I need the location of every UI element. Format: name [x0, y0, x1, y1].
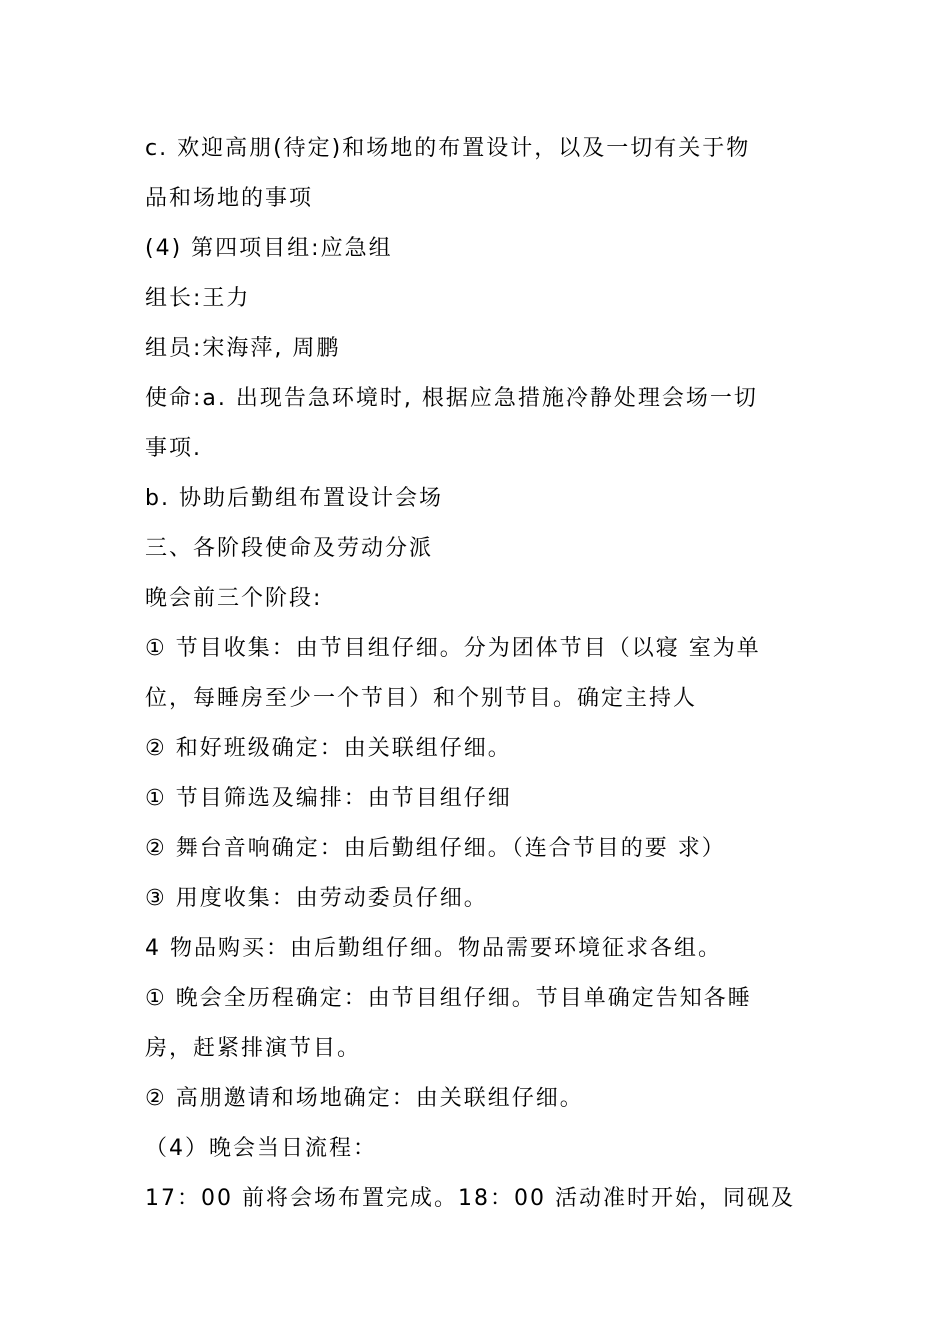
text-line: 晚会前三个阶段: [145, 586, 323, 611]
text-line: 使命:a. 出现告急环境时, 根据应急措施冷静处理会场一切 [145, 386, 758, 411]
list-item: ① 节目收集：由节目组仔细。分为团体节目（以寝 室为单 [145, 636, 761, 661]
text-line: 房，赶紧排演节目。 [145, 1036, 362, 1061]
document-body [145, 124, 825, 1224]
text-line: c. 欢迎高朋(待定)和场地的布置设计，以及一切有关于物 [145, 136, 751, 161]
list-item: ① 晚会全历程确定：由节目组仔细。节目单确定告知各睡 [145, 986, 752, 1011]
list-item: ① 节目筛选及编排：由节目组仔细 [145, 786, 512, 811]
text-line: 组员:宋海萍, 周鹏 [145, 336, 341, 361]
text-line: b. 协助后勤组布置设计会场 [145, 486, 443, 511]
list-item: 4 物品购买：由后勤组仔细。物品需要环境征求各组。 [145, 936, 722, 961]
list-item: ② 和好班级确定：由关联组仔细。 [145, 736, 512, 761]
section-heading: （4）晚会当日流程： [145, 1136, 377, 1161]
text-line: 组长:王力 [145, 286, 251, 311]
section-heading: (4) 第四项目组:应急组 [145, 236, 393, 261]
text-line: 位，每睡房至少一个节目）和个别节目。确定主持人 [145, 686, 698, 711]
section-heading: 三、各阶段使命及劳动分派 [145, 536, 434, 561]
text-line: 事项. [145, 436, 202, 461]
list-item: ② 高朋邀请和场地确定：由关联组仔细。 [145, 1086, 584, 1111]
list-item: ② 舞台音响确定：由后勤组仔细。（连合节目的要 求） [145, 836, 726, 861]
text-line: 品和场地的事项 [145, 186, 314, 211]
list-item: ③ 用度收集：由劳动委员仔细。 [145, 886, 488, 911]
text-line: 17：00 前将会场布置完成。18：00 活动准时开始，同砚及 [145, 1186, 795, 1211]
